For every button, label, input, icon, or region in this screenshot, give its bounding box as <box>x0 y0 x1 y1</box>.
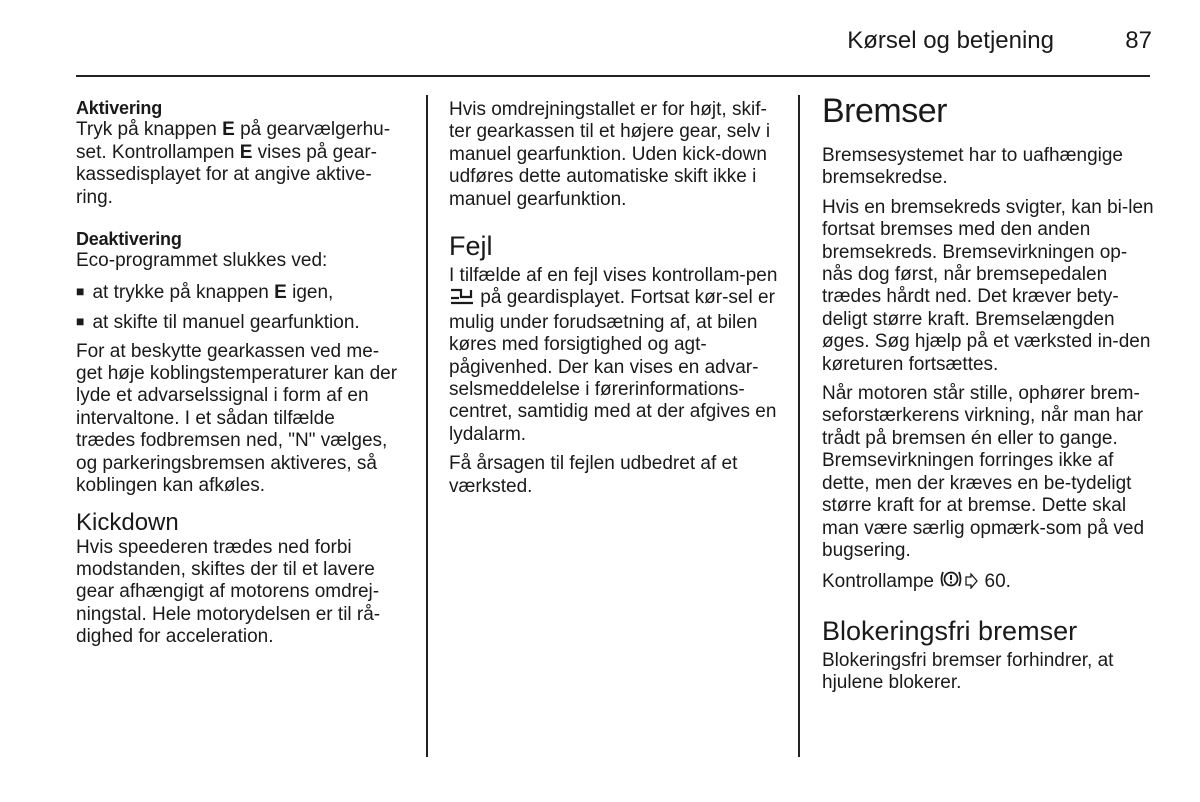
key-letter: E <box>222 119 235 141</box>
kickdown-heading: Kickdown <box>76 508 179 536</box>
gearbox-warning-icon <box>449 287 475 311</box>
text-run: vises på gear-kassedisplayet for at angive aktive-ring. <box>76 141 378 208</box>
text-run: Kontrollampe <box>822 571 940 593</box>
text-run: igen, <box>286 281 334 303</box>
bullet-item <box>76 310 398 334</box>
text-run: på geardisplayet. Fortsat kør-sel er mulig under forudsætning af, at bilen køres med forsigtighed og agt-pågivenhed. Der kan vises en advar-selsmeddelelse i førerinformations-centret, samtidig med at der afgives en lydalarm. <box>449 287 777 445</box>
fejl-heading: Fejl <box>449 231 493 262</box>
kickdown-paragraph: Hvis speederen trædes ned forbi modstanden, skiftes der til et lavere gear afhængigt af motorens omdrej-ningstal. Hele motorydelsen er til rå-dighed for acceleration. <box>76 536 381 648</box>
deaktivering-intro: Eco-programmet slukkes ved: <box>76 250 328 272</box>
key-letter: E <box>274 281 287 303</box>
text-run: 60. <box>979 571 1011 593</box>
abs-paragraph: Blokeringsfri bremser forhindrer, at hjulene blokerer. <box>822 649 1114 694</box>
column-1 <box>76 97 398 656</box>
bremser-paragraph-1: Bremsesystemet har to uafhængige bremsekredse. <box>822 145 1123 189</box>
page-number: 87 <box>1125 27 1152 54</box>
bremser-paragraph-3: Når motoren står stille, ophører brem-seforstærkerens virkning, når man har trådt på bremsen én eller to gange. Bremsevirkningen forringes ikke af dette, men der kræves en be-tydeligt større kraft for at bremse. Dette skal man være særlig opmærk-som på ved bugsering. <box>822 383 1145 561</box>
kontrollampe-reference <box>822 569 1154 595</box>
text-run: at skifte til manuel gearfunktion. <box>92 312 360 334</box>
bullet-square-icon: ■ <box>76 313 85 330</box>
abs-heading: Blokeringsfri bremser <box>822 615 1078 646</box>
bremser-paragraph-2: Hvis en bremsekreds svigter, kan bi-len fortsat bremses med den anden bremsekreds. Bremsevirkningen op-nås dog først, når bremsepedalen trædes hårdt ned. Det kræver bety-deligt større kraft. Bremselængden øges. Søg hjælp på et værksted in-den køreturen fortsættes. <box>822 196 1154 375</box>
text-run: på gearvælgerhu-set. Kontrollampen <box>76 119 391 163</box>
bremser-heading: Bremser <box>822 92 947 130</box>
shift-paragraph: Hvis omdrejningstallet er for højt, skif-ter gearkassen til et højere gear, selv i manuel gearfunktion. Uden kick-down udføres dette automatiske skift ikke i manuel gearfunktion. <box>449 99 771 210</box>
bullet-square-icon: ■ <box>76 282 85 299</box>
deaktivering-heading: Deaktivering <box>76 229 182 250</box>
text-run: at trykke på knappen <box>92 281 275 303</box>
aktivering-text <box>76 119 398 209</box>
key-letter: E <box>239 141 253 163</box>
fejl-paragraph <box>449 265 781 446</box>
column-3 <box>822 92 1154 702</box>
bullet-item <box>76 280 398 304</box>
text-run: I tilfælde af en fejl vises kontrollam-pen <box>449 265 778 287</box>
column-2 <box>449 99 781 505</box>
header-divider <box>76 75 1150 77</box>
deaktivering-paragraph: For at beskytte gearkassen ved me-get høje koblingstemperaturer kan der lyde et advarselssignal i form af en intervaltone. I et sådan tilfælde trædes fodbremsen ned, "N" vælges, og parkeringsbremsen aktiveres, så koblingen kan afkøles. <box>76 340 398 497</box>
column-divider-1 <box>426 95 428 757</box>
section-title: Kørsel og betjening <box>847 27 1054 54</box>
page-reference-arrow-icon <box>963 573 979 595</box>
text-run: Tryk på knappen <box>76 119 223 141</box>
aktivering-heading: Aktivering <box>76 98 163 118</box>
column-divider-2 <box>798 95 800 757</box>
fejl-paragraph-2: Få årsagen til fejlen udbedret af et værksted. <box>449 453 738 497</box>
brake-warning-icon <box>939 569 963 595</box>
